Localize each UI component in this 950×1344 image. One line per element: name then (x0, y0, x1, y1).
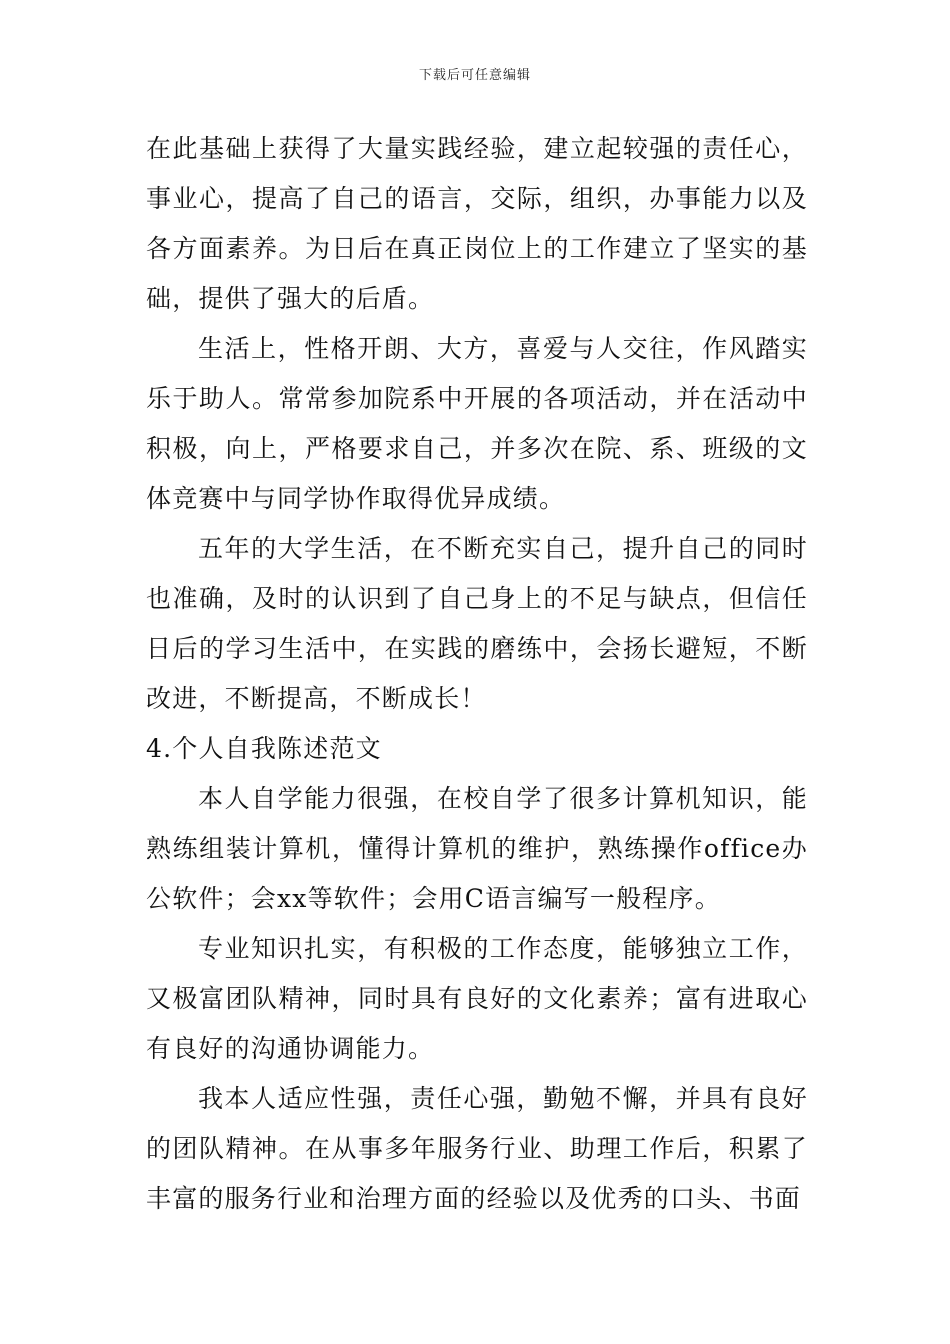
paragraph-professional: 专业知识扎实，有积极的工作态度，能够独立工作，又极富团队精神，同时具有良好的文化素养；富有进取心有良好的沟通协调能力。 (146, 934, 808, 1063)
paragraph-life: 生活上，性格开朗、大方，喜爱与人交往，作风踏实乐于助人。常常参加院系中开展的各项活动，并在活动中积极，向上，严格要求自己，并多次在院、系、班级的文体竞赛中与同学协作取得优异成绩。 (146, 334, 808, 513)
paragraph-university: 五年的大学生活，在不断充实自己，提升自己的同时也准确，及时的认识到了自己身上的不足与缺点，但信任日后的学习生活中，在实践的磨练中，会扬长避短，不断改进，不断提高，不断成长！ (146, 534, 808, 713)
page-header: 下载后可任意编辑 (418, 68, 531, 83)
section-heading: 4.个人自我陈述范文 (146, 734, 382, 763)
paragraph-self-study: 本人自学能力很强，在校自学了很多计算机知识，能熟练组装计算机，懂得计算机的维护，熟练操作office办公软件；会xx等软件；会用C语言编写一般程序。 (146, 784, 808, 913)
paragraph-adaptability: 我本人适应性强，责任心强，勤勉不懈，并具有良好的团队精神。在从事多年服务行业、助理工作后，积累了丰富的服务行业和治理方面的经验以及优秀的口头、书面 (146, 1084, 808, 1213)
document-body (146, 124, 808, 1224)
paragraph-continuation: 在此基础上获得了大量实践经验，建立起较强的责任心，事业心，提高了自己的语言，交际，组织，办事能力以及各方面素养。为日后在真正岗位上的工作建立了坚实的基础，提供了强大的后盾。 (146, 134, 808, 313)
